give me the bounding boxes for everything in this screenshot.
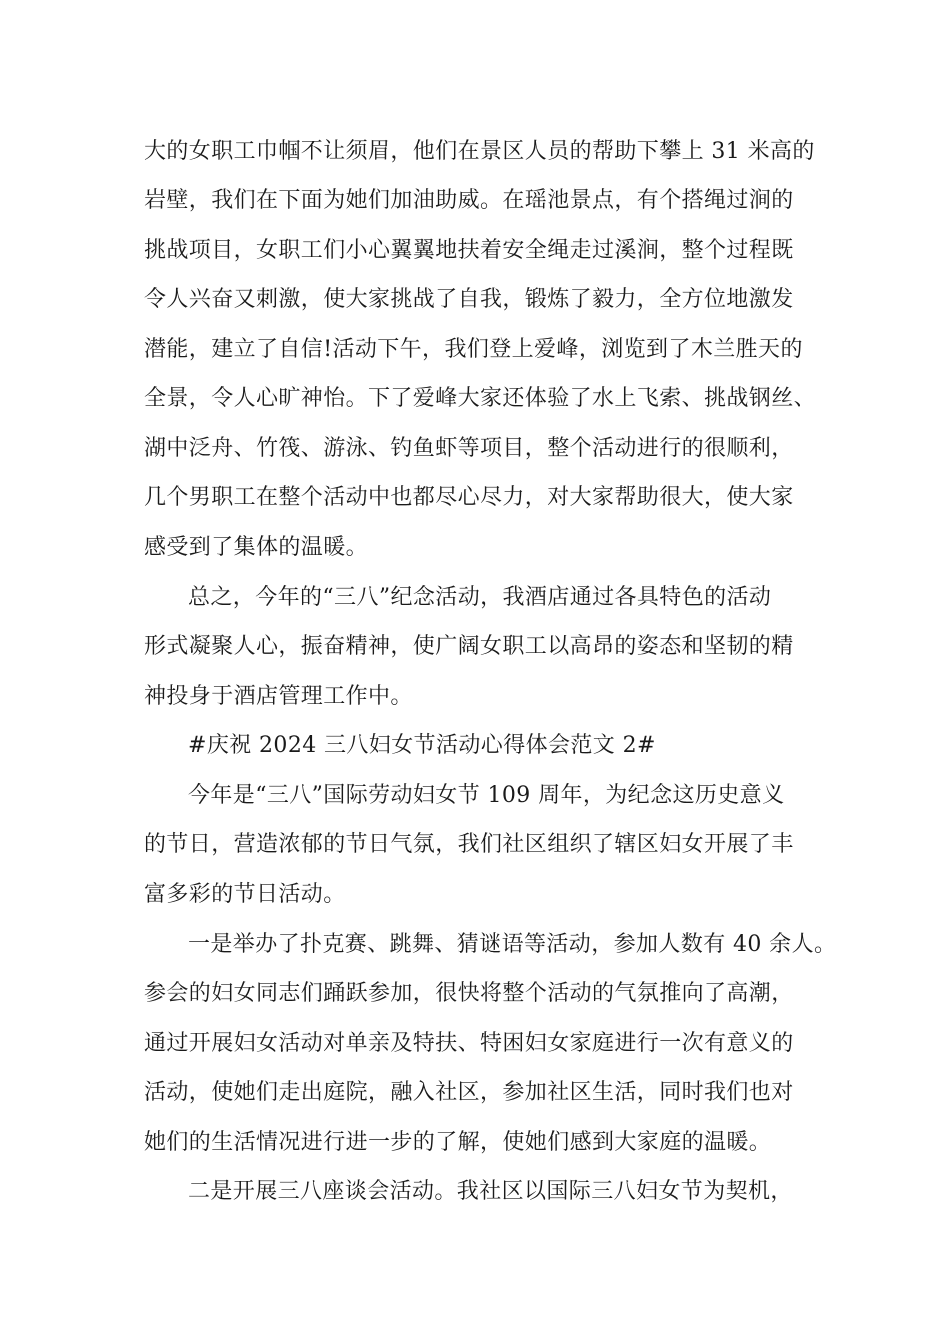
paragraph-line: 她们的生活情况进行进一步的了解，使她们感到大家庭的温暖。 (144, 1130, 772, 1155)
paragraph-line: 活动，使她们走出庭院，融入社区，参加社区生活，同时我们也对 (144, 1080, 794, 1105)
section-heading: #庆祝 2024 三八妇女节活动心得体会范文 2# (188, 733, 656, 758)
paragraph-line: 一是举办了扑克赛、跳舞、猜谜语等活动，参加人数有 40 余人。 (188, 932, 837, 957)
paragraph-line: 富多彩的节日活动。 (144, 882, 346, 907)
paragraph-line: 的节日，营造浓郁的节日气氛，我们社区组织了辖区妇女开展了丰 (144, 832, 794, 857)
paragraph-line: 总之，今年的“三八”纪念活动，我酒店通过各具特色的活动 (188, 585, 772, 610)
paragraph-line: 二是开展三八座谈会活动。我社区以国际三八妇女节为契机， (188, 1179, 793, 1204)
paragraph-line: 岩壁，我们在下面为她们加油助威。在瑶池景点，有个搭绳过涧的 (144, 188, 794, 213)
paragraph-line: 令人兴奋又刺激，使大家挑战了自我，锻炼了毅力，全方位地激发 (144, 287, 794, 312)
paragraph-line: 湖中泛舟、竹筏、游泳、钓鱼虾等项目，整个活动进行的很顺利， (144, 436, 794, 461)
paragraph-line: 几个男职工在整个活动中也都尽心尽力，对大家帮助很大，使大家 (144, 485, 794, 510)
paragraph-line: 感受到了集体的温暖。 (144, 535, 369, 560)
paragraph-line: 形式凝聚人心，振奋精神，使广阔女职工以高昂的姿态和坚韧的精 (144, 634, 794, 659)
paragraph-line: 全景，令人心旷神怡。下了爱峰大家还体验了水上飞索、挑战钢丝、 (144, 386, 817, 411)
paragraph-line: 神投身于酒店管理工作中。 (144, 684, 413, 709)
paragraph-line: 今年是“三八”国际劳动妇女节 109 周年，为纪念这历史意义 (188, 783, 785, 808)
paragraph-line: 参会的妇女同志们踊跃参加，很快将整个活动的气氛推向了高潮， (144, 981, 794, 1006)
paragraph-line: 通过开展妇女活动对单亲及特扶、特困妇女家庭进行一次有意义的 (144, 1031, 794, 1056)
paragraph-line: 大的女职工巾帼不让须眉，他们在景区人员的帮助下攀上 31 米高的 (144, 139, 815, 164)
paragraph-line: 挑战项目，女职工们小心翼翼地扶着安全绳走过溪涧，整个过程既 (144, 238, 794, 263)
paragraph-line: 潜能，建立了自信!活动下午，我们登上爱峰，浏览到了木兰胜天的 (144, 337, 803, 362)
